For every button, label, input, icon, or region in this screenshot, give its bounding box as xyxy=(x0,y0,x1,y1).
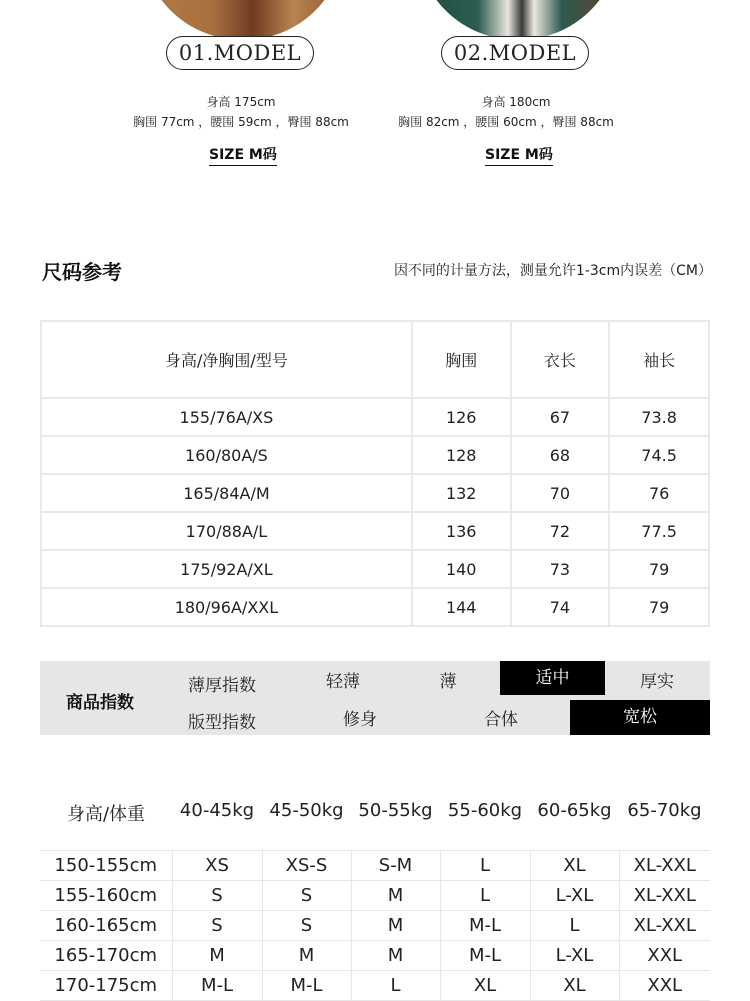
table-cell: L-XL xyxy=(530,881,619,911)
table-cell: 165-170cm xyxy=(40,941,172,971)
table-row xyxy=(41,588,709,626)
table-cell: XS xyxy=(172,851,262,881)
header-cell: 身高/净胸围/型号 xyxy=(41,321,412,398)
measurement-note: 因不同的计量方法，测量允许1-3cm内误差（CM） xyxy=(393,263,712,279)
table-cell: 155-160cm xyxy=(40,881,172,911)
model-2-height: 身高 180cm xyxy=(481,95,551,109)
thickness-option-thick: 厚实 xyxy=(640,672,674,692)
thickness-index-label: 薄厚指数 xyxy=(188,676,256,696)
table-cell: L-XL xyxy=(530,941,619,971)
model-2-photo xyxy=(418,0,618,40)
table-cell: 136 xyxy=(412,512,511,550)
table-row xyxy=(41,550,709,588)
table-cell: XL xyxy=(440,971,530,1001)
table-cell: 128 xyxy=(412,436,511,474)
thickness-option-medium-selected: 适中 xyxy=(500,661,605,695)
table-cell: 155/76A/XS xyxy=(41,398,412,436)
table-cell: S-M xyxy=(351,851,440,881)
table-row xyxy=(40,881,710,911)
table-row xyxy=(40,911,710,941)
table-cell: 160-165cm xyxy=(40,911,172,941)
table-cell: 144 xyxy=(412,588,511,626)
table-cell: M xyxy=(351,911,440,941)
table-cell: 79 xyxy=(609,588,709,626)
table-cell: 74 xyxy=(511,588,610,626)
table-cell: M-L xyxy=(262,971,351,1001)
table-cell: XXL xyxy=(619,971,710,1001)
table-row xyxy=(41,474,709,512)
table-cell: 67 xyxy=(511,398,610,436)
table-cell: 180/96A/XXL xyxy=(41,588,412,626)
size-chart-table xyxy=(40,320,710,627)
table-cell: M-L xyxy=(440,911,530,941)
table-cell: M xyxy=(351,941,440,971)
table-cell: S xyxy=(262,911,351,941)
table-cell: S xyxy=(172,911,262,941)
table-cell: 70 xyxy=(511,474,610,512)
table-cell: L xyxy=(530,911,619,941)
thickness-option-thin: 薄 xyxy=(439,672,457,692)
table-cell: 77.5 xyxy=(609,512,709,550)
size-chart-header xyxy=(41,321,709,398)
model-1-photo xyxy=(143,0,343,40)
table-cell: 140 xyxy=(412,550,511,588)
table-cell: 73 xyxy=(511,550,610,588)
table-row xyxy=(40,971,710,1001)
weight-header-cell: 55-60kg xyxy=(447,800,523,821)
thickness-option-thin-light: 轻薄 xyxy=(326,672,360,692)
product-index-panel xyxy=(40,661,710,735)
header-cell: 袖长 xyxy=(609,321,709,398)
table-cell: XL-XXL xyxy=(619,881,710,911)
model-1-label: 01.MODEL xyxy=(166,36,314,70)
model-1-measurements: 胸围 77cm ，腰围 59cm ，臀围 88cm xyxy=(133,115,349,129)
table-cell: M xyxy=(351,881,440,911)
table-cell: M xyxy=(262,941,351,971)
table-row xyxy=(41,436,709,474)
table-cell: 68 xyxy=(511,436,610,474)
header-cell: 衣长 xyxy=(511,321,610,398)
weight-header-cell: 65-70kg xyxy=(627,800,702,821)
table-cell: 160/80A/S xyxy=(41,436,412,474)
product-index-title: 商品指数 xyxy=(66,693,134,713)
weight-header-cell: 50-55kg xyxy=(358,800,433,821)
fit-index-label: 版型指数 xyxy=(188,713,256,733)
table-cell: L xyxy=(351,971,440,1001)
fit-option-regular: 合体 xyxy=(484,710,518,730)
height-weight-table xyxy=(40,850,710,1001)
table-cell: 170/88A/L xyxy=(41,512,412,550)
table-cell: XS-S xyxy=(262,851,351,881)
model-1-height: 身高 175cm xyxy=(206,95,276,109)
table-cell: XL xyxy=(530,971,619,1001)
table-cell: M-L xyxy=(172,971,262,1001)
table-cell: XL-XXL xyxy=(619,851,710,881)
table-row xyxy=(41,512,709,550)
header-cell: 胸围 xyxy=(412,321,511,398)
table-cell: M xyxy=(172,941,262,971)
table-cell: M-L xyxy=(440,941,530,971)
weight-header-cell: 身高/体重 xyxy=(66,804,146,825)
weight-header-cell: 40-45kg xyxy=(179,800,255,821)
table-cell: 132 xyxy=(412,474,511,512)
table-cell: XXL xyxy=(619,941,710,971)
table-cell: 126 xyxy=(412,398,511,436)
table-row xyxy=(41,398,709,436)
table-cell: 79 xyxy=(609,550,709,588)
table-row xyxy=(40,941,710,971)
table-cell: 76 xyxy=(609,474,709,512)
table-cell: XL xyxy=(530,851,619,881)
table-cell: 165/84A/M xyxy=(41,474,412,512)
table-cell: 170-175cm xyxy=(40,971,172,1001)
weight-header-cell: 45-50kg xyxy=(269,800,344,821)
table-row xyxy=(40,851,710,881)
model-2-measurements: 胸围 82cm ，腰围 60cm ，臀围 88cm xyxy=(398,115,614,129)
fit-option-loose-selected: 宽松 xyxy=(570,700,710,735)
table-cell: XL-XXL xyxy=(619,911,710,941)
model-2-label: 02.MODEL xyxy=(441,36,589,70)
table-cell: S xyxy=(172,881,262,911)
table-cell: 150-155cm xyxy=(40,851,172,881)
model-2-size: SIZE M码 xyxy=(485,144,553,166)
table-cell: S xyxy=(262,881,351,911)
size-reference-title: 尺码参考 xyxy=(42,260,122,284)
table-cell: L xyxy=(440,851,530,881)
table-cell: 72 xyxy=(511,512,610,550)
table-cell: 175/92A/XL xyxy=(41,550,412,588)
table-cell: 74.5 xyxy=(609,436,709,474)
model-1-size: SIZE M码 xyxy=(209,144,277,166)
table-cell: L xyxy=(440,881,530,911)
table-cell: 73.8 xyxy=(609,398,709,436)
weight-header-cell: 60-65kg xyxy=(537,800,612,821)
fit-option-slim: 修身 xyxy=(343,710,377,730)
